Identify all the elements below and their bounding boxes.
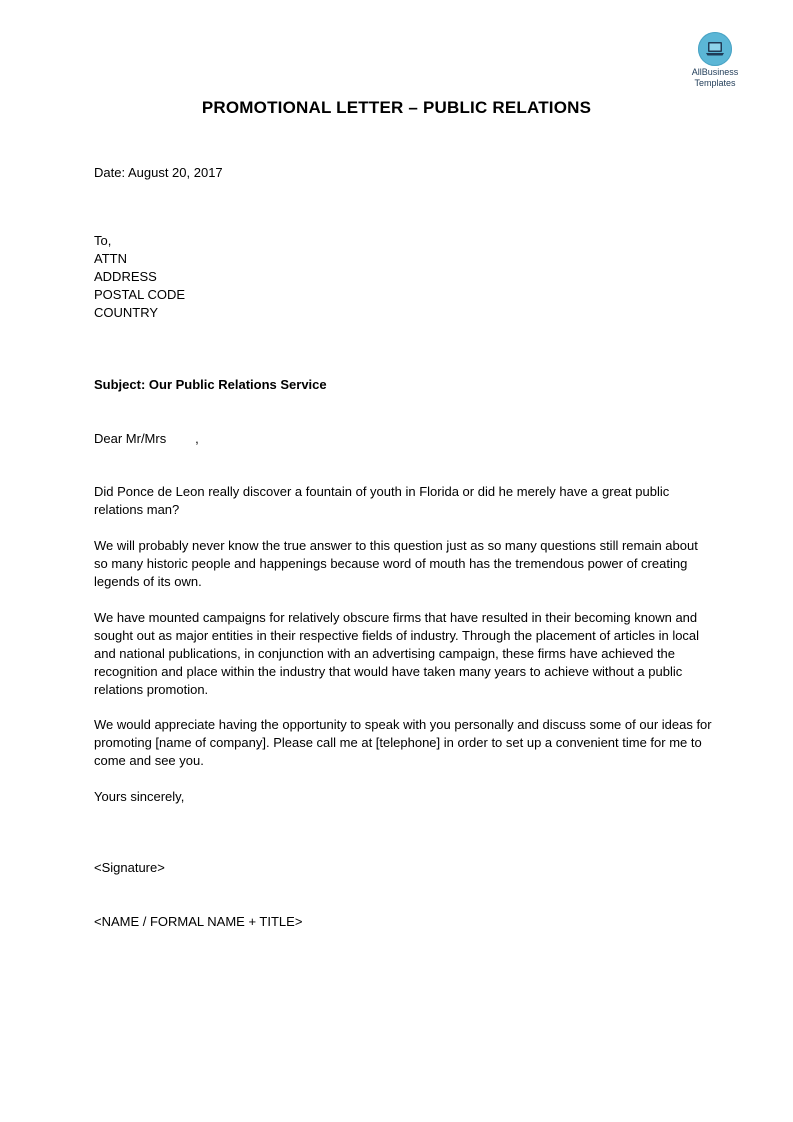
body-paragraph-1: Did Ponce de Leon really discover a fountain of youth in Florida or did he merely have a great public relations man? <box>94 484 670 517</box>
recipient-attn: ATTN <box>94 251 127 266</box>
body-paragraph-3: We have mounted campaigns for relatively obscure firms that have resulted in their becoming known and sought out as major entities in their respective fields of industry. Through the placement of articles in local and national publications, in conjunction with an advertising campaign, these firms have achieved the recognition and place within the industry that would have taken many years to achieve without a public relations promotion. <box>94 610 700 697</box>
letter-subject: Subject: Our Public Relations Service <box>94 377 327 392</box>
signature-placeholder: <Signature> <box>94 860 165 875</box>
body-paragraph-4: We would appreciate having the opportunity to speak with you personally and discuss some of our ideas for promoting [name of company]. Please call me at [telephone] in order to set up a convenient time for me to come and see you. <box>94 717 712 768</box>
letter-date: Date: August 20, 2017 <box>94 165 223 180</box>
laptop-icon <box>698 32 732 66</box>
logo-text-line2: Templates <box>694 78 736 88</box>
allbusiness-templates-logo <box>672 32 758 88</box>
logo-text-line1: AllBusiness <box>691 67 739 77</box>
recipient-address: ADDRESS <box>94 269 157 284</box>
salutation: Dear Mr/Mrs , <box>94 431 199 446</box>
recipient-to: To, <box>94 233 112 248</box>
closing: Yours sincerely, <box>94 789 185 804</box>
body-paragraph-2: We will probably never know the true answer to this question just as so many questions still remain about so many historic people and happenings because word of mouth has the tremendous power of creating legends of its own. <box>94 538 698 589</box>
name-title-placeholder: <NAME / FORMAL NAME + TITLE> <box>94 914 303 929</box>
recipient-postal-code: POSTAL CODE <box>94 287 186 302</box>
recipient-country: COUNTRY <box>94 305 159 320</box>
letter-title: PROMOTIONAL LETTER – PUBLIC RELATIONS <box>201 98 592 117</box>
